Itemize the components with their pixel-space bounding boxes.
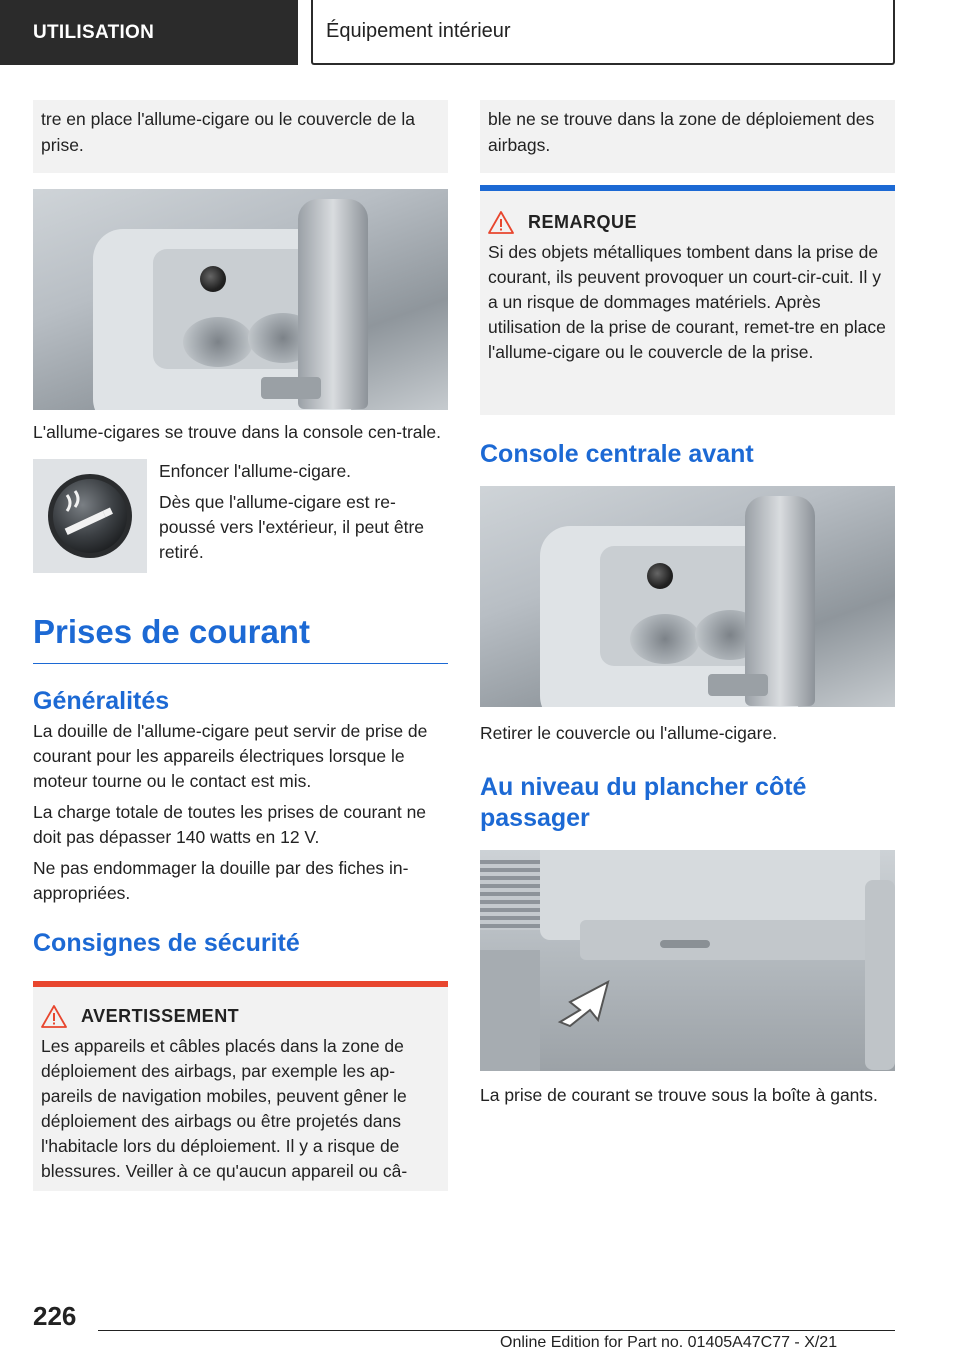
warning-header [41,1005,440,1028]
arrow-up-right-icon [550,972,620,1032]
lighter-instructions [33,459,448,573]
step-remove: Dès que l'allume-cigare est re-poussé vers l'extérieur, il peut être retiré. [159,492,425,562]
note-header [488,211,887,234]
generalites-p2: La charge totale de toutes les prises de courant ne doit pas dépasser 140 watts en 12 V. [33,802,427,847]
console-caption: Retirer le couvercle ou l'allume-cigare. [480,723,778,743]
note-title: REMARQUE [528,212,638,232]
section-tab [0,0,298,65]
continued-warning-box-right [480,100,895,173]
right-column [480,100,895,1108]
generalites-p3: Ne pas endommager la douille par des fiches in-appropriées. [33,858,409,903]
edition-text: Online Edition for Part no. 01405A47C77 - X/21 [500,1334,838,1351]
generalites-p1: La douille de l'allume-cigare peut servir de prise de courant pour les appareils électriques lorsque le moteur tourne ou le contact est mis. [33,721,428,791]
photo-passenger-floor [480,850,895,1071]
chapter-title: Équipement intérieur [326,20,511,42]
plancher-caption: La prise de courant se trouve sous la boîte à gants. [480,1085,878,1105]
photo-console-avant [480,486,895,707]
warning-text: Les appareils et câbles placés dans la zone de déploiement des airbags, par exemple les ap-pareils de navigation mobiles, peuvent gêner le déploiement des airbags ou être projetés dans l'habitacle lors du déploiement. Il y a risque de blessures. Veiller à ce qu'aucun appareil ou câ- [41,1036,408,1181]
warning-box [33,981,448,1191]
warning-title: AVERTISSEMENT [81,1006,240,1026]
continued-text: tre en place l'allume-cigare ou le couvercle de la prise. [41,109,415,155]
note-box [480,185,895,415]
step-press: Enfoncer l'allume-cigare. [159,461,352,481]
heading-console: Console centrale avant [480,440,754,468]
lighter-image [33,459,147,573]
continued-warning-box [33,100,448,173]
page-number: 226 [33,1301,77,1331]
photo-center-console [33,189,448,410]
heading-consignes: Consignes de sécurité [33,929,300,957]
continued-text-right: ble ne se trouve dans la zone de déploiement des airbags. [488,109,875,155]
note-text: Si des objets métalliques tombent dans la prise de courant, ils peuvent provoquer un court-cir-cuit. Il y a un risque de dommages matériels. Après utilisation de la prise de courant, remet-tre en place l'allume-cigare ou le couvercle de la prise. [488,242,886,362]
warning-triangle-icon [41,1005,67,1028]
photo-caption: L'allume-cigares se trouve dans la console cen-trale. [33,422,441,442]
heading-prises: Prises de courant [33,613,310,650]
chapter-tab [311,0,895,65]
heading-plancher: Au niveau du plancher côté passager [480,773,807,832]
heading-generalites: Généralités [33,687,170,715]
warning-triangle-icon [488,211,514,234]
section-title: UTILISATION [33,21,155,43]
left-column [33,100,448,1191]
heading-rule [33,663,448,664]
footer-rule [98,1330,895,1331]
cigarette-lighter-icon [45,471,135,561]
